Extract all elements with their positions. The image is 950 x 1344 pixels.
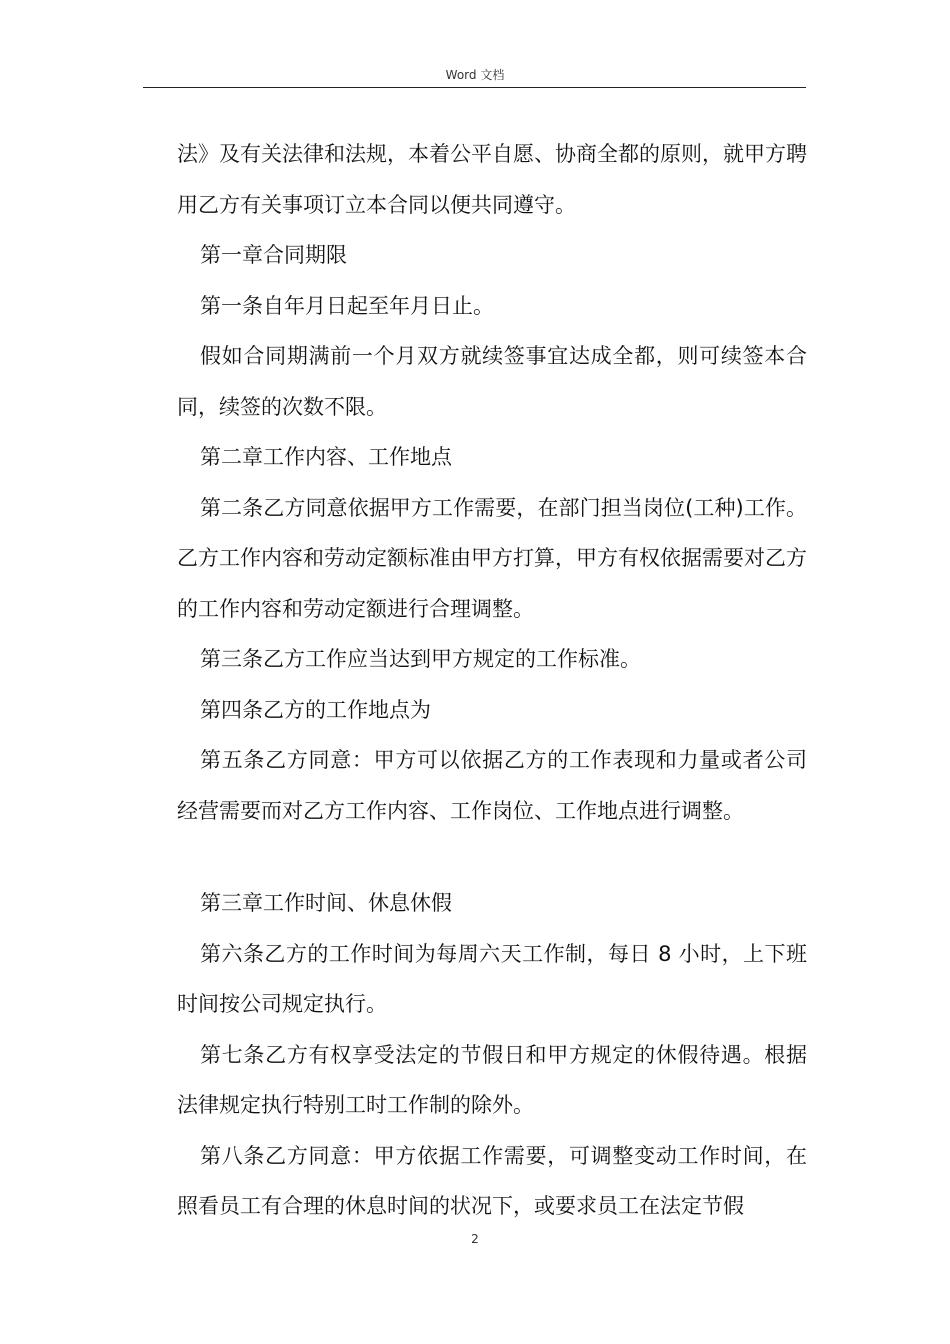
paragraph: 第二条乙方同意依据甲方工作需要，在部门担当岗位(工种)工作。乙方工作内容和劳动定额标准由甲方打算，甲方有权依据需要对乙方的工作内容和劳动定额进行合理调整。 (177, 495, 807, 621)
header-divider (143, 87, 806, 88)
chapter-heading: 第一章合同期限 (200, 243, 347, 267)
paragraph: 第四条乙方的工作地点为 (200, 697, 431, 722)
page-number: 2 (471, 1232, 479, 1246)
paragraph: 第六条乙方的工作时间为每周六天工作制，每日 8 小时，上下班时间按公司规定执行。 (177, 941, 807, 1016)
paragraph: 假如合同期满前一个月双方就续签事宜达成全都，则可续签本合同，续签的次数不限。 (177, 344, 807, 419)
paragraph: 第一条自年月日起至年月日止。 (200, 293, 494, 318)
blank-line (177, 836, 807, 878)
chapter-heading: 第二章工作内容、工作地点 (200, 445, 452, 469)
paragraph: 第五条乙方同意：甲方可以依据乙方的工作表现和力量或者公司经营需要而对乙方工作内容、工作岗位、工作地点进行调整。 (177, 748, 807, 823)
header-title: Word 文档 (445, 68, 505, 82)
document-body (177, 129, 807, 1232)
chapter-heading: 第三章工作时间、休息休假 (200, 891, 452, 915)
paragraph: 第七条乙方有权享受法定的节假日和甲方规定的休假待遇。根据法律规定执行特别工时工作制的除外。 (177, 1042, 807, 1117)
paragraph: 第八条乙方同意：甲方依据工作需要，可调整变动工作时间，在照看员工有合理的休息时间的状况下，或要求员工在法定节假 (177, 1143, 807, 1218)
paragraph: 第三条乙方工作应当达到甲方规定的工作标准。 (200, 647, 641, 671)
paragraph: 法》及有关法律和法规，本着公平自愿、协商全都的原则，就甲方聘用乙方有关事项订立本合同以便共同遵守。 (177, 142, 807, 217)
